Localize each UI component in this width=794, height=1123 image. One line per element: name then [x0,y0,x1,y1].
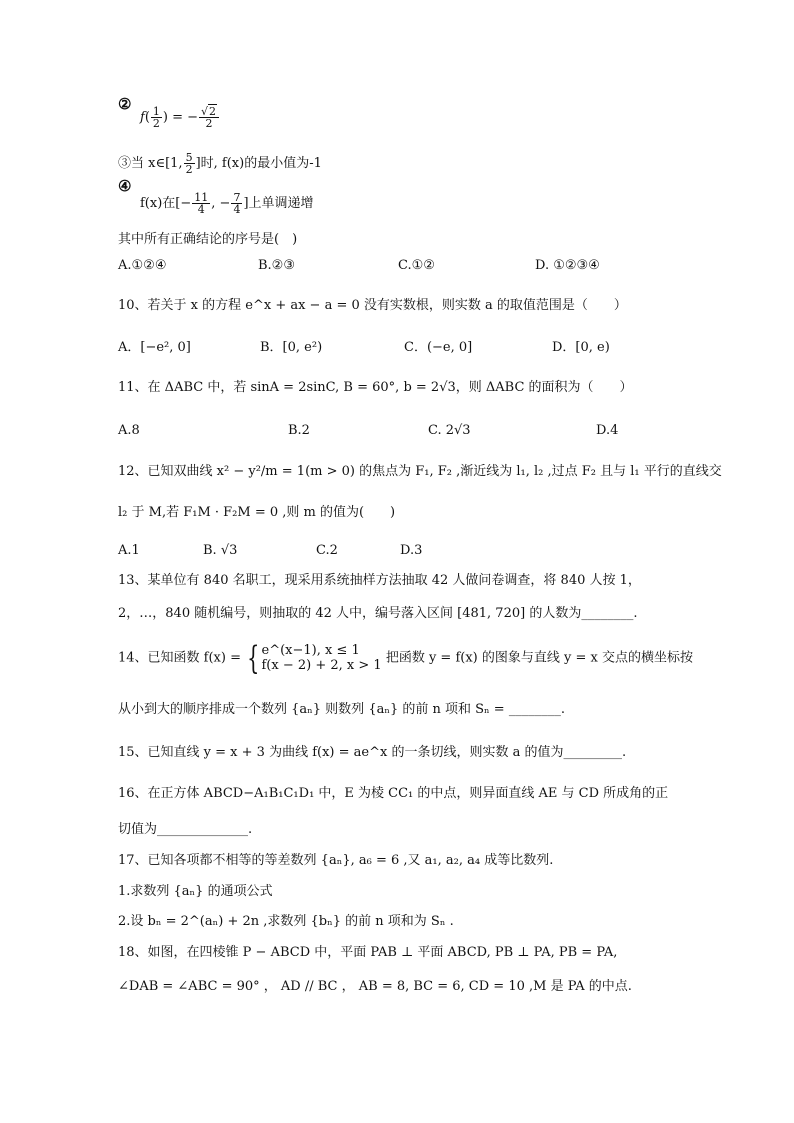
q11-option-d: D.4 [596,423,619,438]
q14-case2: f(x − 2) + 2, x > 1 [261,658,382,673]
marker-2: ② [118,95,132,113]
q9-option-d: D. ①②③④ [535,258,600,273]
q10-stem: 10、若关于 x 的方程 e^x + ax − a = 0 没有实数根，则实数 a 的取值范围是（ ） [118,298,627,313]
q11-option-b: B.2 [288,423,310,438]
statement-2-formula: f( $\frac{1}{2}$ ) = − $\frac{√2}{2}$ [140,106,220,129]
q12-option-b: B. √3 [203,543,238,558]
q17-line1: 17、已知各项都不相等的等差数列 {aₙ}, a₆ = 6 ,又 a₁, a₂, a₄ 成等比数列. [118,853,554,868]
marker-4: ④ [118,177,132,195]
q12-line1: 12、已知双曲线 x² − y²/m = 1(m > 0) 的焦点为 F₁, F₂ ,渐近线为 l₁, l₂ ,过点 F₂ 且与 l₁ 平行的直线交 [118,464,722,479]
q13-line2: 2，…，840 随机编号，则抽取的 42 人中，编号落入区间 [481, 720] 的人数为________. [118,606,638,621]
q14-case1: e^(x−1), x ≤ 1 [261,643,360,658]
q9-option-a: A.①②④ [118,258,167,273]
q9-prompt: 其中所有正确结论的序号是( ) [118,232,298,247]
statement-4: f(x)在[− $\frac{11}{4}$ , − $\frac{7}{4}$ ]上单调递增 [140,191,314,216]
q9-option-c: C.①② [398,258,435,273]
q13-line1: 13、某单位有 840 名职工，现采用系统抽样方法抽取 42 人做问卷调查，将 840 人按 1， [118,573,641,588]
q17-line3: 2.设 bₙ = 2^(aₙ) + 2n ,求数列 {bₙ} 的前 n 项和为 Sₙ . [118,914,454,929]
q18-line2: ∠DAB = ∠ABC = 90° ， AD // BC ， AB = 8, BC = 6, CD = 10 ,M 是 PA 的中点. [118,979,632,994]
statement-4-marker [118,178,131,196]
q12-line2: l₂ 于 M,若 F₁M · F₂M = 0 ,则 m 的值为( ) [118,505,396,520]
q18-line1: 18、如图，在四棱锥 P − ABCD 中，平面 PAB ⊥ 平面 ABCD, PB ⊥ PA, PB = PA, [118,945,618,960]
q9-option-b: B.②③ [258,258,295,273]
q10-option-d: D．[0, e) [552,340,610,355]
q17-line2: 1.求数列 {aₙ} 的通项公式 [118,884,273,899]
q16-line2: 切值为______________. [118,822,253,837]
statement-2 [118,96,131,114]
q10-option-c: C．(−e, 0] [404,340,473,355]
q11-stem: 11、在 ΔABC 中，若 sinA = 2sinC, B = 60°, b = 2√3，则 ΔABC 的面积为（ ） [118,380,633,395]
statement-3: ③当 x∈[1, $\frac{5}{2}$ ]时, f(x)的最小值为-1 [118,151,322,176]
q12-option-a: A.1 [118,543,140,558]
q12-option-d: D.3 [400,543,423,558]
q16-line1: 16、在正方体 ABCD−A₁B₁C₁D₁ 中，E 为棱 CC₁ 的中点，则异面直线 AE 与 CD 所成角的正 [118,786,669,801]
q10-option-b: B．[0, e²) [260,340,323,355]
q14-lead: 14、已知函数 f(x) = [118,650,241,666]
q12-option-c: C.2 [316,543,338,558]
q11-option-c: C. 2√3 [428,423,471,438]
q14-line2: 从小到大的顺序排成一个数列 {aₙ} 则数列 {aₙ} 的前 n 项和 Sₙ = ________. [118,702,565,717]
q11-option-a: A.8 [118,423,140,438]
q15-text: 15、已知直线 y = x + 3 为曲线 f(x) = ae^x 的一条切线，则实数 a 的值为_________. [118,745,627,760]
q14-tail: 把函数 y = f(x) 的图象与直线 y = x 交点的横坐标按 [385,650,693,666]
q10-option-a: A．[−e², 0] [118,340,191,355]
q14-line1: 14、已知函数 f(x) = { e^(x−1), x ≤ 1 f(x − 2) + 2, x > 1 把函数 y = f(x) 的图象与直线 y = x 交点的横坐标按 [118,639,693,677]
